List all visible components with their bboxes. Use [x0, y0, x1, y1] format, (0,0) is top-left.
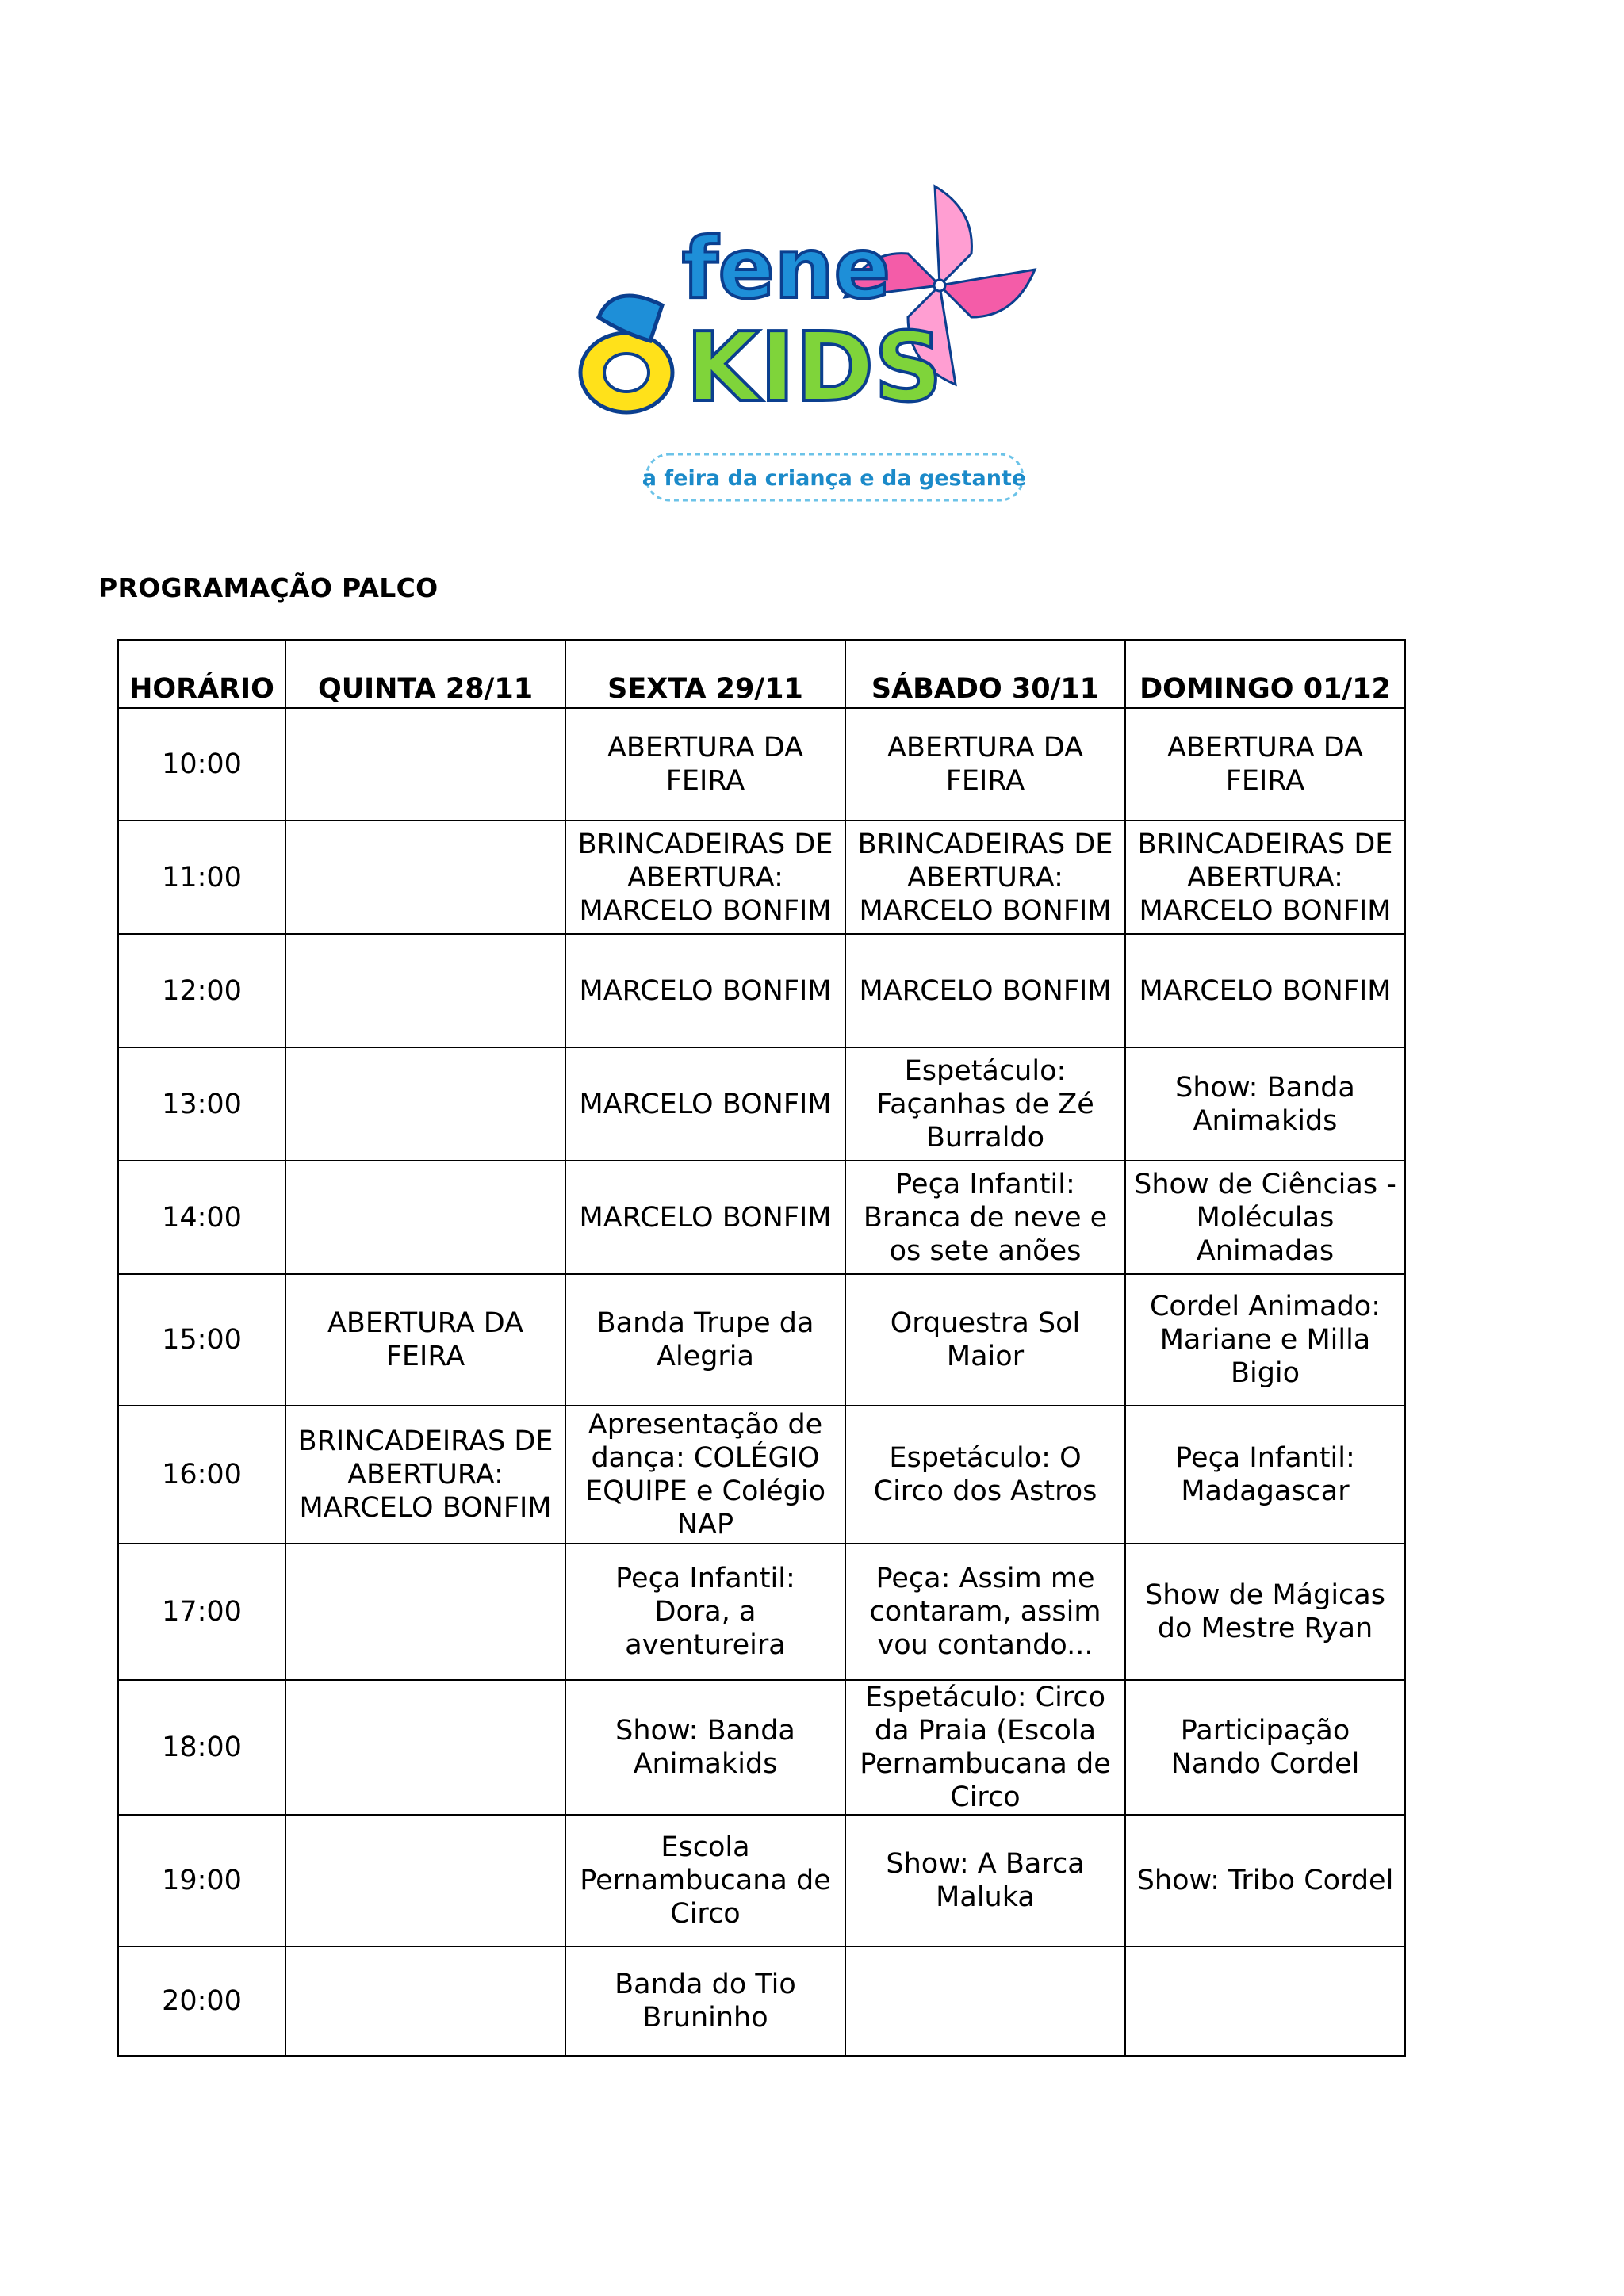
saturday-cell: Orquestra Sol Maior	[845, 1274, 1125, 1406]
thursday-cell: BRINCADEIRAS DE ABERTURA: MARCELO BONFIM	[285, 1406, 565, 1544]
logo-word-kids: KIDS	[686, 313, 943, 423]
friday-cell: Peça Infantil: Dora, a aventureira	[565, 1544, 845, 1680]
time-cell: 18:00	[118, 1680, 285, 1815]
sunday-cell: Participação Nando Cordel	[1125, 1680, 1405, 1815]
table-row	[118, 1274, 1405, 1406]
sunday-cell: Show de Mágicas do Mestre Ryan	[1125, 1544, 1405, 1680]
header-row	[118, 640, 1405, 708]
time-cell: 20:00	[118, 1946, 285, 2056]
time-cell: 11:00	[118, 821, 285, 934]
table-row	[118, 1544, 1405, 1680]
saturday-cell: MARCELO BONFIM	[845, 934, 1125, 1047]
sunday-cell: ABERTURA DA FEIRA	[1125, 708, 1405, 821]
time-cell: 16:00	[118, 1406, 285, 1544]
section-title: PROGRAMAÇÃO PALCO	[98, 572, 439, 603]
pacifier-icon	[580, 296, 672, 412]
table-row	[118, 821, 1405, 934]
logo-tagline: a feira da criança e da gestante	[642, 466, 1027, 491]
table-row	[118, 1406, 1405, 1544]
friday-cell: Banda Trupe da Alegria	[565, 1274, 845, 1406]
saturday-cell	[845, 1946, 1125, 2056]
thursday-cell	[285, 1544, 565, 1680]
sunday-cell	[1125, 1946, 1405, 2056]
friday-cell: Escola Pernambucana de Circo	[565, 1815, 845, 1946]
header-sunday: DOMINGO 01/12	[1125, 640, 1405, 708]
time-cell: 10:00	[118, 708, 285, 821]
table-row	[118, 1047, 1405, 1161]
friday-cell: Show: Banda Animakids	[565, 1680, 845, 1815]
friday-cell: MARCELO BONFIM	[565, 1047, 845, 1161]
friday-cell: BRINCADEIRAS DE ABERTURA: MARCELO BONFIM	[565, 821, 845, 934]
schedule-table	[117, 639, 1406, 2057]
saturday-cell: Espetáculo: Façanhas de Zé Burraldo	[845, 1047, 1125, 1161]
sunday-cell: MARCELO BONFIM	[1125, 934, 1405, 1047]
saturday-cell: Peça: Assim me contaram, assim vou contando...	[845, 1544, 1125, 1680]
sunday-cell: Show: Banda Animakids	[1125, 1047, 1405, 1161]
time-cell: 14:00	[118, 1161, 285, 1274]
thursday-cell	[285, 1815, 565, 1946]
saturday-cell: Espetáculo: Circo da Praia (Escola Pernambucana de Circo	[845, 1680, 1125, 1815]
header-thursday: QUINTA 28/11	[285, 640, 565, 708]
saturday-cell: Peça Infantil: Branca de neve e os sete anões	[845, 1161, 1125, 1274]
thursday-cell	[285, 1680, 565, 1815]
time-cell: 13:00	[118, 1047, 285, 1161]
friday-cell: MARCELO BONFIM	[565, 934, 845, 1047]
sunday-cell: BRINCADEIRAS DE ABERTURA: MARCELO BONFIM	[1125, 821, 1405, 934]
friday-cell: ABERTURA DA FEIRA	[565, 708, 845, 821]
table-row	[118, 1946, 1405, 2056]
table-row	[118, 708, 1405, 821]
friday-cell: Apresentação de dança: COLÉGIO EQUIPE e Colégio NAP	[565, 1406, 845, 1544]
table-row	[118, 1680, 1405, 1815]
header-saturday: SÁBADO 30/11	[845, 640, 1125, 708]
thursday-cell	[285, 1161, 565, 1274]
thursday-cell	[285, 1946, 565, 2056]
friday-cell: MARCELO BONFIM	[565, 1161, 845, 1274]
table-row	[118, 1161, 1405, 1274]
header-time: HORÁRIO	[118, 640, 285, 708]
saturday-cell: Show: A Barca Maluka	[845, 1815, 1125, 1946]
time-cell: 15:00	[118, 1274, 285, 1406]
thursday-cell	[285, 934, 565, 1047]
logo-word-fene: fene	[682, 220, 891, 317]
table-row	[118, 934, 1405, 1047]
saturday-cell: BRINCADEIRAS DE ABERTURA: MARCELO BONFIM	[845, 821, 1125, 934]
time-cell: 19:00	[118, 1815, 285, 1946]
time-cell: 17:00	[118, 1544, 285, 1680]
thursday-cell	[285, 708, 565, 821]
header-friday: SEXTA 29/11	[565, 640, 845, 708]
sunday-cell: Cordel Animado: Mariane e Milla Bigio	[1125, 1274, 1405, 1406]
table-row	[118, 1815, 1405, 1946]
sunday-cell: Show: Tribo Cordel	[1125, 1815, 1405, 1946]
thursday-cell: ABERTURA DA FEIRA	[285, 1274, 565, 1406]
saturday-cell: ABERTURA DA FEIRA	[845, 708, 1125, 821]
sunday-cell: Show de Ciências - Moléculas Animadas	[1125, 1161, 1405, 1274]
sunday-cell: Peça Infantil: Madagascar	[1125, 1406, 1405, 1544]
thursday-cell	[285, 1047, 565, 1161]
thursday-cell	[285, 821, 565, 934]
fenekids-logo	[567, 178, 1051, 519]
time-cell: 12:00	[118, 934, 285, 1047]
saturday-cell: Espetáculo: O Circo dos Astros	[845, 1406, 1125, 1544]
friday-cell: Banda do Tio Bruninho	[565, 1946, 845, 2056]
